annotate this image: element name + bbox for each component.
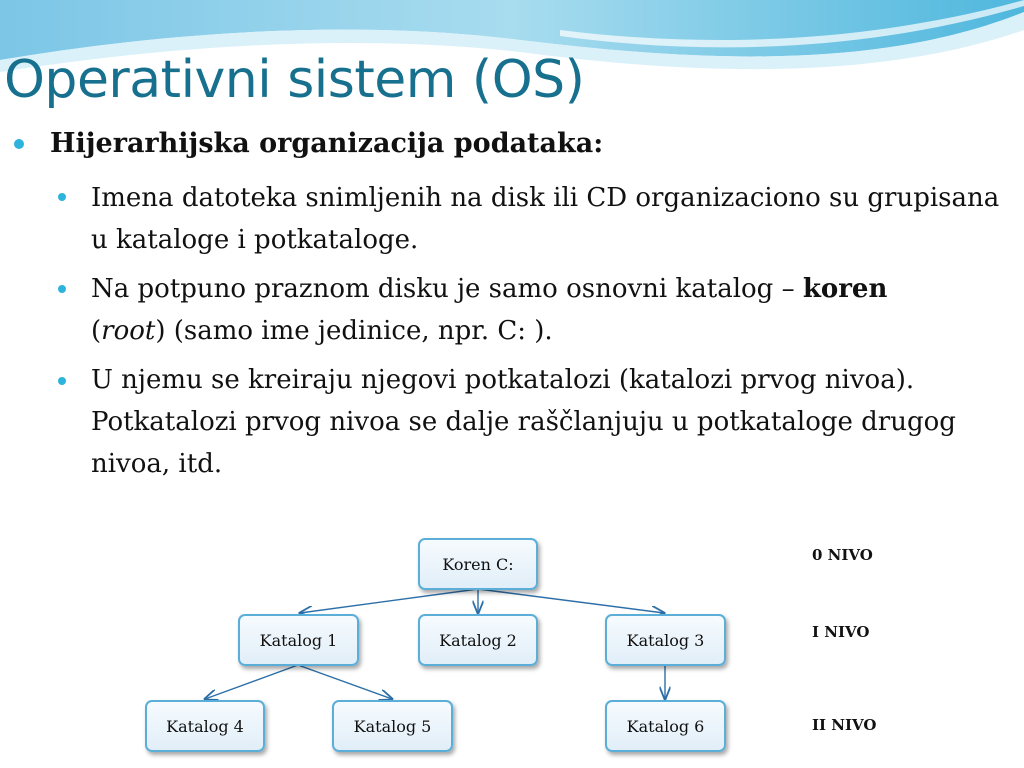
tree-node-katalog-5: Katalog 5 bbox=[332, 700, 453, 752]
tree-node-root: Koren C: bbox=[418, 538, 538, 590]
section-heading: Hijerarhijska organizacija podataka: bbox=[50, 128, 604, 159]
level-label-1: I NIVO bbox=[812, 623, 870, 641]
tree-node-katalog-4: Katalog 4 bbox=[145, 700, 265, 752]
tree-node-katalog-2: Katalog 2 bbox=[418, 614, 538, 666]
bullet-item-2-bold: koren bbox=[802, 274, 888, 304]
tree-node-katalog-6: Katalog 6 bbox=[605, 700, 726, 752]
edge-k1-k5 bbox=[298, 665, 392, 699]
bullet-dot bbox=[58, 285, 66, 293]
bullet-dot bbox=[58, 193, 66, 201]
bullet-item-2-open: ( bbox=[91, 316, 102, 346]
bullet-dot bbox=[58, 377, 66, 385]
bullet-item-2 bbox=[91, 268, 1011, 352]
tree-node-katalog-3: Katalog 3 bbox=[605, 614, 726, 666]
bullet-item-2-text: Na potpuno praznom disku je samo osnovni katalog – bbox=[91, 274, 803, 304]
edge-root-k1 bbox=[300, 589, 478, 613]
level-label-2: II NIVO bbox=[812, 716, 877, 734]
edge-root-k3 bbox=[478, 589, 664, 613]
bullet-item-1: Imena datoteka snimljenih na disk ili CD organizaciono su grupisana u kataloge i potkataloge. bbox=[91, 183, 1000, 255]
level-label-0: 0 NIVO bbox=[812, 546, 873, 564]
slide-title: Operativni sistem (OS) bbox=[4, 50, 585, 110]
bullet-item-3: U njemu se kreiraju njegovi potkatalozi (katalozi prvog nivoa). Potkatalozi prvog nivoa se dalje raščlanjuju u potkataloge drugog nivoa, itd. bbox=[91, 365, 956, 479]
bullet-item-2-italic: root bbox=[101, 316, 156, 346]
edge-k1-k4 bbox=[205, 665, 298, 699]
bullet-dot bbox=[14, 139, 24, 149]
bullet-item-2-rest: ) (samo ime jedinice, npr. C: ). bbox=[155, 316, 553, 346]
tree-node-katalog-1: Katalog 1 bbox=[238, 614, 359, 666]
